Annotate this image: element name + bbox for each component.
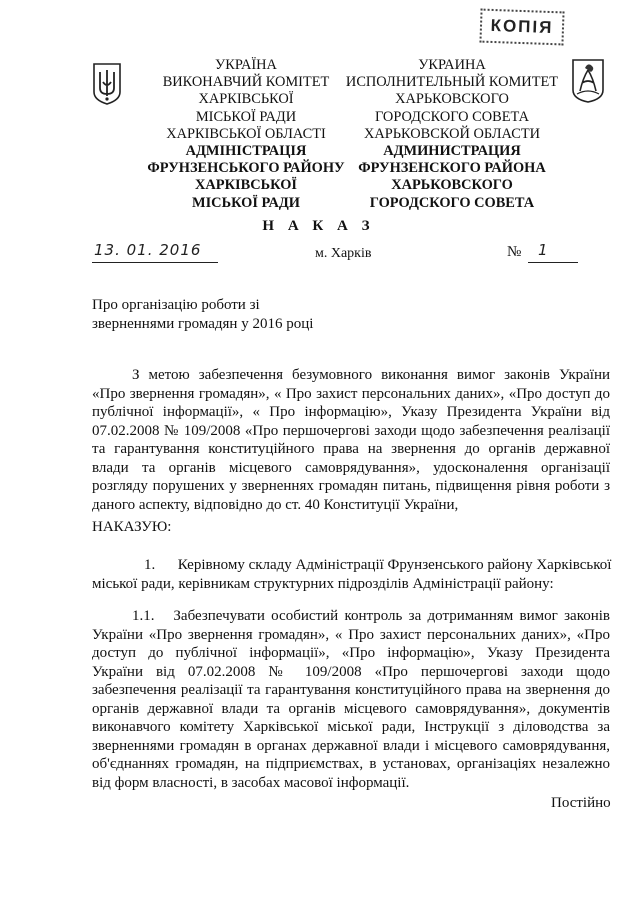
subject-line: Про організацію роботи зі (92, 297, 260, 313)
item-1-line: міської ради, керівникам структурних підрозділів Адміністрації району: (92, 575, 554, 592)
preamble-line: розгляду порушених у зверненнях громадян питань, підвищення рівня роботи з (92, 478, 610, 494)
header-right-line: ГОРОДСКОГО СОВЕТА (374, 108, 530, 125)
city-coat-of-arms-icon (571, 58, 605, 104)
subject-block (92, 296, 313, 334)
item-1-1-line: доступ до публічної інформації», «Про інформацію», Указу Президента (92, 645, 610, 661)
header-right-bold-line: ФРУНЗЕНСКОГО РАЙОНА (358, 160, 546, 177)
item-1-1-line: об'єднаннях громадян, на підприємствах, в установах, організаціях незалежно (92, 756, 610, 772)
header-right (338, 57, 566, 212)
preamble-line: влади та органів місцевого самоврядування», удосконалення організації (92, 459, 610, 476)
item-1 (92, 556, 610, 593)
header-left-bold-line: ХАРКІВСЬКОЇ (195, 177, 297, 194)
document-title: Н А К А З (262, 218, 375, 234)
header-left-bold-line: ФРУНЗЕНСЬКОГО РАЙОНУ (147, 160, 345, 177)
preamble-paragraph (92, 366, 610, 514)
header-left-bold-line: МІСЬКОЇ РАДИ (192, 194, 300, 211)
header-right-bold-line: ХАРЬКОВСКОГО (391, 177, 513, 194)
header-left-line: ХАРКІВСЬКОЇ ОБЛАСТІ (166, 125, 326, 142)
copy-stamp: КОПІЯ (479, 9, 564, 46)
header-right-line: ХАРЬКОВСКОЙ ОБЛАСТИ (363, 125, 541, 142)
item-1-1 (92, 607, 610, 792)
header-left-line: МІСЬКОЇ РАДИ (195, 108, 297, 125)
item-1-1-line: зверненнями громадян в органах державної влади і місцевого самоврядування, (92, 737, 610, 754)
item-1-1-line: 1.1. Забезпечувати особистий контроль за дотриманням вимог законів (132, 608, 610, 624)
number-handwritten: 1 (538, 241, 548, 259)
preamble-line: даного аспекту, відповідно до ст. 40 Конституції України, (92, 496, 459, 513)
item-1-1-line: від форм власності, в засобах масової інформації. (92, 774, 410, 791)
preamble-line: публічної інформації», « Про інформацію», Указу Президента України від (92, 404, 610, 420)
footer-term: Постійно (551, 795, 611, 811)
number-field (528, 241, 578, 263)
preamble-line: 07.02.2008 № 109/2008 «Про першочергові заходи щодо забезпечення реалізації (92, 422, 610, 439)
preamble-line: та гарантування конституційного права на звернення до органів державної (92, 441, 610, 457)
header-right-bold-line: АДМИНИСТРАЦИЯ (383, 143, 521, 160)
date-handwritten: 13. 01. 2016 (94, 241, 202, 259)
subject-line: зверненнями громадян у 2016 році (92, 316, 314, 332)
item-1-line: 1. Керівному складу Адміністрації Фрунзенського району Харківської (144, 557, 612, 573)
preamble-line: «Про звернення громадян», « Про захист персональних даних», «Про доступ до (92, 385, 610, 402)
header-left-line: ВИКОНАВЧИЙ КОМІТЕТ (162, 74, 330, 91)
header-right-line: УКРАИНА (418, 57, 486, 73)
order-word: НАКАЗУЮ: (92, 519, 172, 535)
date-field (92, 241, 218, 263)
city-label: м. Харків (315, 246, 372, 261)
header-right-bold-line: ГОРОДСКОГО СОВЕТА (369, 194, 535, 211)
number-label: № (507, 244, 522, 260)
item-1-1-line: України від 07.02.2008 № 109/2008 «Про першочергові заходи щодо (92, 663, 610, 680)
header-left-line: УКРАЇНА (215, 57, 277, 73)
header-left-line: ХАРКІВСЬКОЇ (198, 91, 294, 108)
item-1-1-line: виконавчого комітету Харківської міської ради, Інструкції з діловодства за (92, 719, 610, 735)
item-1-1-line: України «Про звернення громадян», « Про захист персональних даних», «Про (92, 626, 610, 643)
header-left (131, 57, 361, 212)
coat-of-arms-trident-icon (92, 62, 122, 106)
header-left-bold-line: АДМІНІСТРАЦІЯ (185, 143, 307, 160)
preamble-line: З метою забезпечення безумовного виконання вимог законів України (132, 367, 610, 383)
header-right-line: ХАРЬКОВСКОГО (395, 91, 509, 108)
item-1-1-line: забезпечення реалізації та гарантування конституційного права на звернення до (92, 682, 610, 698)
header-right-line: ИСПОЛНИТЕЛЬНЫЙ КОМИТЕТ (345, 74, 559, 91)
item-1-1-line: органів державної влади та органів місцевого самоврядування», документів (92, 700, 610, 717)
